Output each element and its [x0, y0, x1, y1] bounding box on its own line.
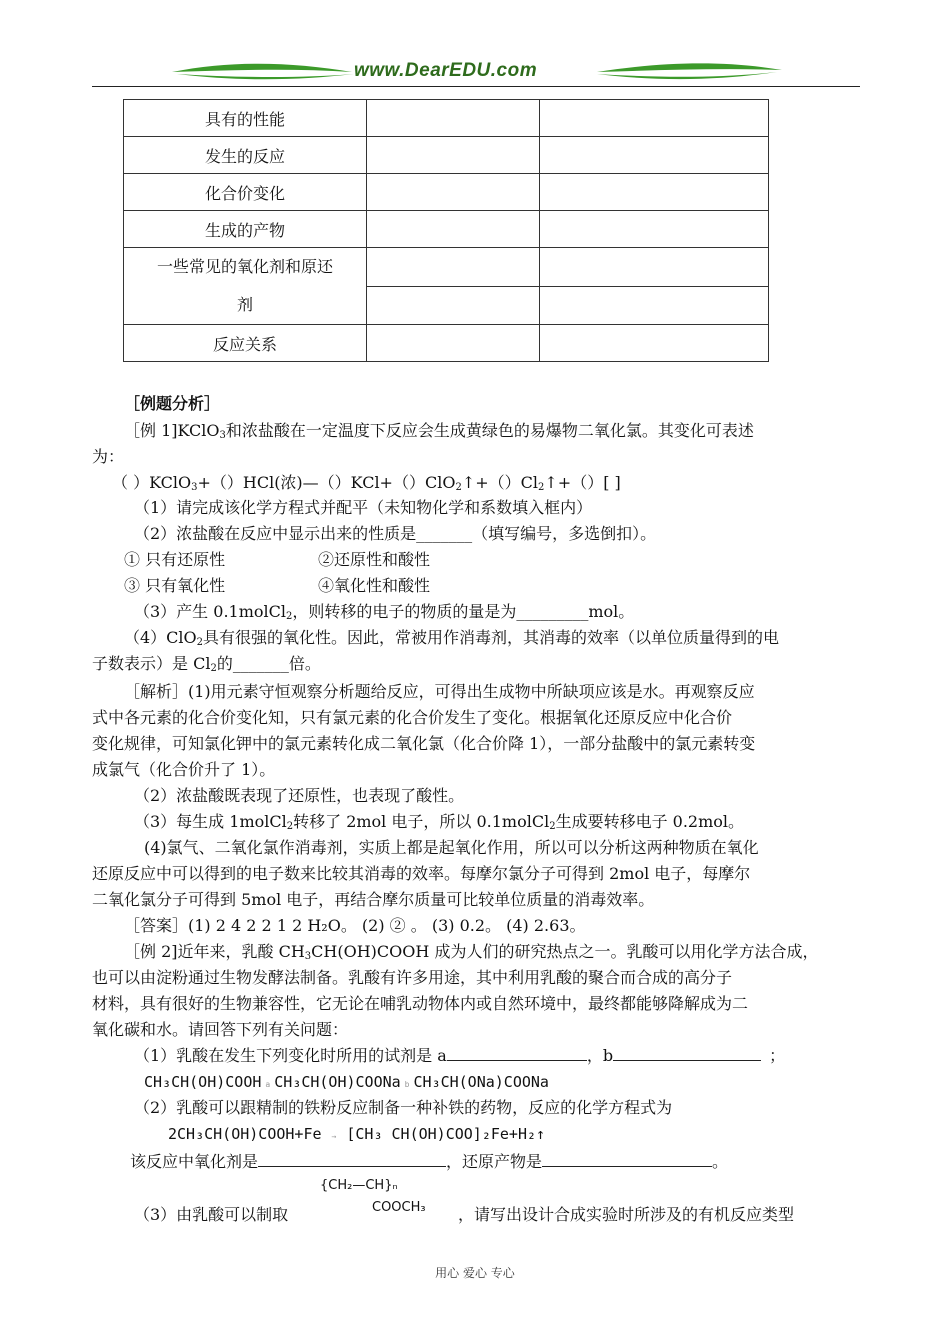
ex2-reaction-chain: CH₃CH(OH)COOH a CH₃CH(OH)COONa b CH₃CH(ONa)COONa: [144, 1073, 549, 1091]
ex1-q2: （2）浓盐酸在反应中显示出来的性质是_______（填写编号，多选倒扣）。: [134, 524, 657, 543]
ex1-option-4: ④氧化性和酸性: [318, 576, 431, 595]
ex2-q2: （2）乳酸可以跟精制的铁粉反应制备一种补铁的药物，反应的化学方程式为: [134, 1098, 673, 1117]
section-title: ［例题分析］: [124, 394, 221, 413]
page-header: [92, 58, 860, 88]
ex1-analysis-2: 式中各元素的化合价变化知，只有氯元素的化合价发生了变化。根据氧化还原反应中化合价: [92, 708, 733, 727]
table-cell-label: 化合价变化: [124, 174, 367, 211]
oxidant-blank[interactable]: [258, 1151, 446, 1167]
ex2-q2b: 该反应中氧化剂是 ，还原产物是 。: [130, 1152, 729, 1171]
ex1-answer: ［答案］(1) 2 4 2 2 1 2 H₂O。 (2) ② 。 (3) 0.2。 (4) 2.63。: [124, 916, 586, 935]
ex1-analysis-8: 还原反应中可以得到的电子数来比较其消毒的效率。每摩尔氯分子可得到 2mol 电子，每摩尔: [92, 864, 751, 883]
answer-blank-a[interactable]: [447, 1045, 587, 1061]
header-divider: [92, 86, 860, 87]
ex1-q1: （1）请完成该化学方程式并配平（未知物化学和系数填入框内）: [134, 498, 593, 517]
ex1-analysis-9: 二氧化氯分子可得到 5mol 电子，再结合摩尔质量可比较单位质量的消毒效率。: [92, 890, 655, 909]
ex1-q4-cont: 子数表示）是 $Cl_2$的_______倍。: [92, 654, 321, 674]
ex2-q3-label: （3）由乳酸可以制取: [134, 1205, 289, 1224]
ex2-stem-3: 材料，具有很好的生物兼容性，它无论在哺乳动物体内或自然环境中，最终都能够降解成为二: [92, 994, 749, 1013]
table-cell-label-line2: 剂: [236, 295, 253, 314]
table-cell-label: [124, 248, 367, 325]
table-row: [124, 174, 769, 211]
page-footer: 用心 爱心 专心: [435, 1266, 515, 1280]
ex1-stem: ［例 1]KClO$_3$和浓盐酸在一定温度下反应会生成黄绿色的易爆物二氧化氯。其变化可表述: [124, 421, 754, 441]
table-cell: [540, 286, 769, 325]
ex1-q3: （3）产生 0.1molCl$_2$，则转移的电子的物质的量是为_________mol。: [134, 602, 635, 622]
table-cell-label: 具有的性能: [124, 100, 367, 137]
site-logo[interactable]: www.DearEDU.com: [354, 60, 538, 81]
ex1-analysis-1: ［解析］(1)用元素守恒观察分析题给反应，可得出生成物中所缺项应该是水。再观察反应: [124, 682, 755, 701]
table-cell: [540, 325, 769, 362]
polymer-backbone: {CH₂—CH}ₙ: [320, 1178, 398, 1193]
table-row: [124, 100, 769, 137]
table-cell-label: 发生的反应: [124, 137, 367, 174]
ex2-q3-text: ，请写出设计合成实验时所涉及的有机反应类型: [458, 1205, 795, 1224]
ex1-analysis-6: （3）每生成 1molCl$_2$转移了 2mol 电子，所以 0.1molCl$_2$生成要转移电子 0.2mol。: [134, 812, 745, 832]
table-row: [124, 211, 769, 248]
polymer-side-group: COOCH₃: [372, 1200, 426, 1215]
table-row: [124, 248, 769, 287]
ex1-q4: （4）ClO$_2$具有很强的氧化性。因此，常被用作消毒剂，其消毒的效率（以单位质量得到的电: [124, 628, 780, 648]
ex1-option-1: ① 只有还原性: [124, 550, 226, 569]
table-cell-label: 生成的产物: [124, 211, 367, 248]
table-cell-label: 反应关系: [124, 325, 367, 362]
table-row: [124, 137, 769, 174]
table-cell: [367, 286, 540, 325]
answer-blank-b[interactable]: [613, 1045, 761, 1061]
ex1-option-2: ②还原性和酸性: [318, 550, 431, 569]
table-cell: [540, 211, 769, 248]
comparison-table: [123, 99, 769, 362]
table-cell: [367, 248, 540, 287]
ex2-stem-4: 氧化碳和水。请回答下列有关问题：: [92, 1020, 349, 1039]
ex1-option-3: ③ 只有氧化性: [124, 576, 226, 595]
ex2-stem-2: 也可以由淀粉通过生物发酵法制备。乳酸有许多用途，其中利用乳酸的聚合而合成的高分子: [92, 968, 733, 987]
table-cell: [367, 325, 540, 362]
ex1-stem-cont: 为：: [92, 447, 125, 466]
ex1-analysis-5: （2）浓盐酸既表现了还原性，也表现了酸性。: [134, 786, 465, 805]
table-cell: [367, 137, 540, 174]
ex1-analysis-4: 成氯气（化合价升了 1）。: [92, 760, 276, 779]
ex2-equation: 2CH₃CH(OH)COOH+Fe → [CH₃ CH(OH)COO]₂Fe+H₂↑: [168, 1125, 546, 1143]
ex1-analysis-3: 变化规律，可知氯化钾中的氯元素转化成二氧化氯（化合价降 1），一部分盐酸中的氯元素转变: [92, 734, 756, 753]
ex1-equation: （ ）KClO$_3$+（）HCl(浓)$—()KCl+()ClO_2↑+()Cl_2↑+()$[ ]: [112, 473, 621, 493]
table-cell: [540, 174, 769, 211]
ex2-stem-1: ［例 2]近年来，乳酸 $CH_3CH(OH)COOH$ 成为人们的研究热点之一。乳酸可以用化学方法合成，: [124, 942, 819, 962]
table-cell: [367, 100, 540, 137]
table-cell: [540, 100, 769, 137]
ex1-analysis-7: (4)氯气、二氧化氯作消毒剂，实质上都是起氧化作用，所以可以分析这两种物质在氧化: [144, 838, 759, 857]
ex2-q1: （1）乳酸在发生下列变化时所用的试剂是 a ，b ；: [134, 1046, 786, 1065]
table-cell-label-line1: 一些常见的氧化剂和原还: [156, 257, 333, 276]
table-cell: [367, 211, 540, 248]
table-cell: [540, 137, 769, 174]
reduction-product-blank[interactable]: [542, 1151, 712, 1167]
table-cell: [540, 248, 769, 287]
table-cell: [367, 174, 540, 211]
table-row: [124, 325, 769, 362]
